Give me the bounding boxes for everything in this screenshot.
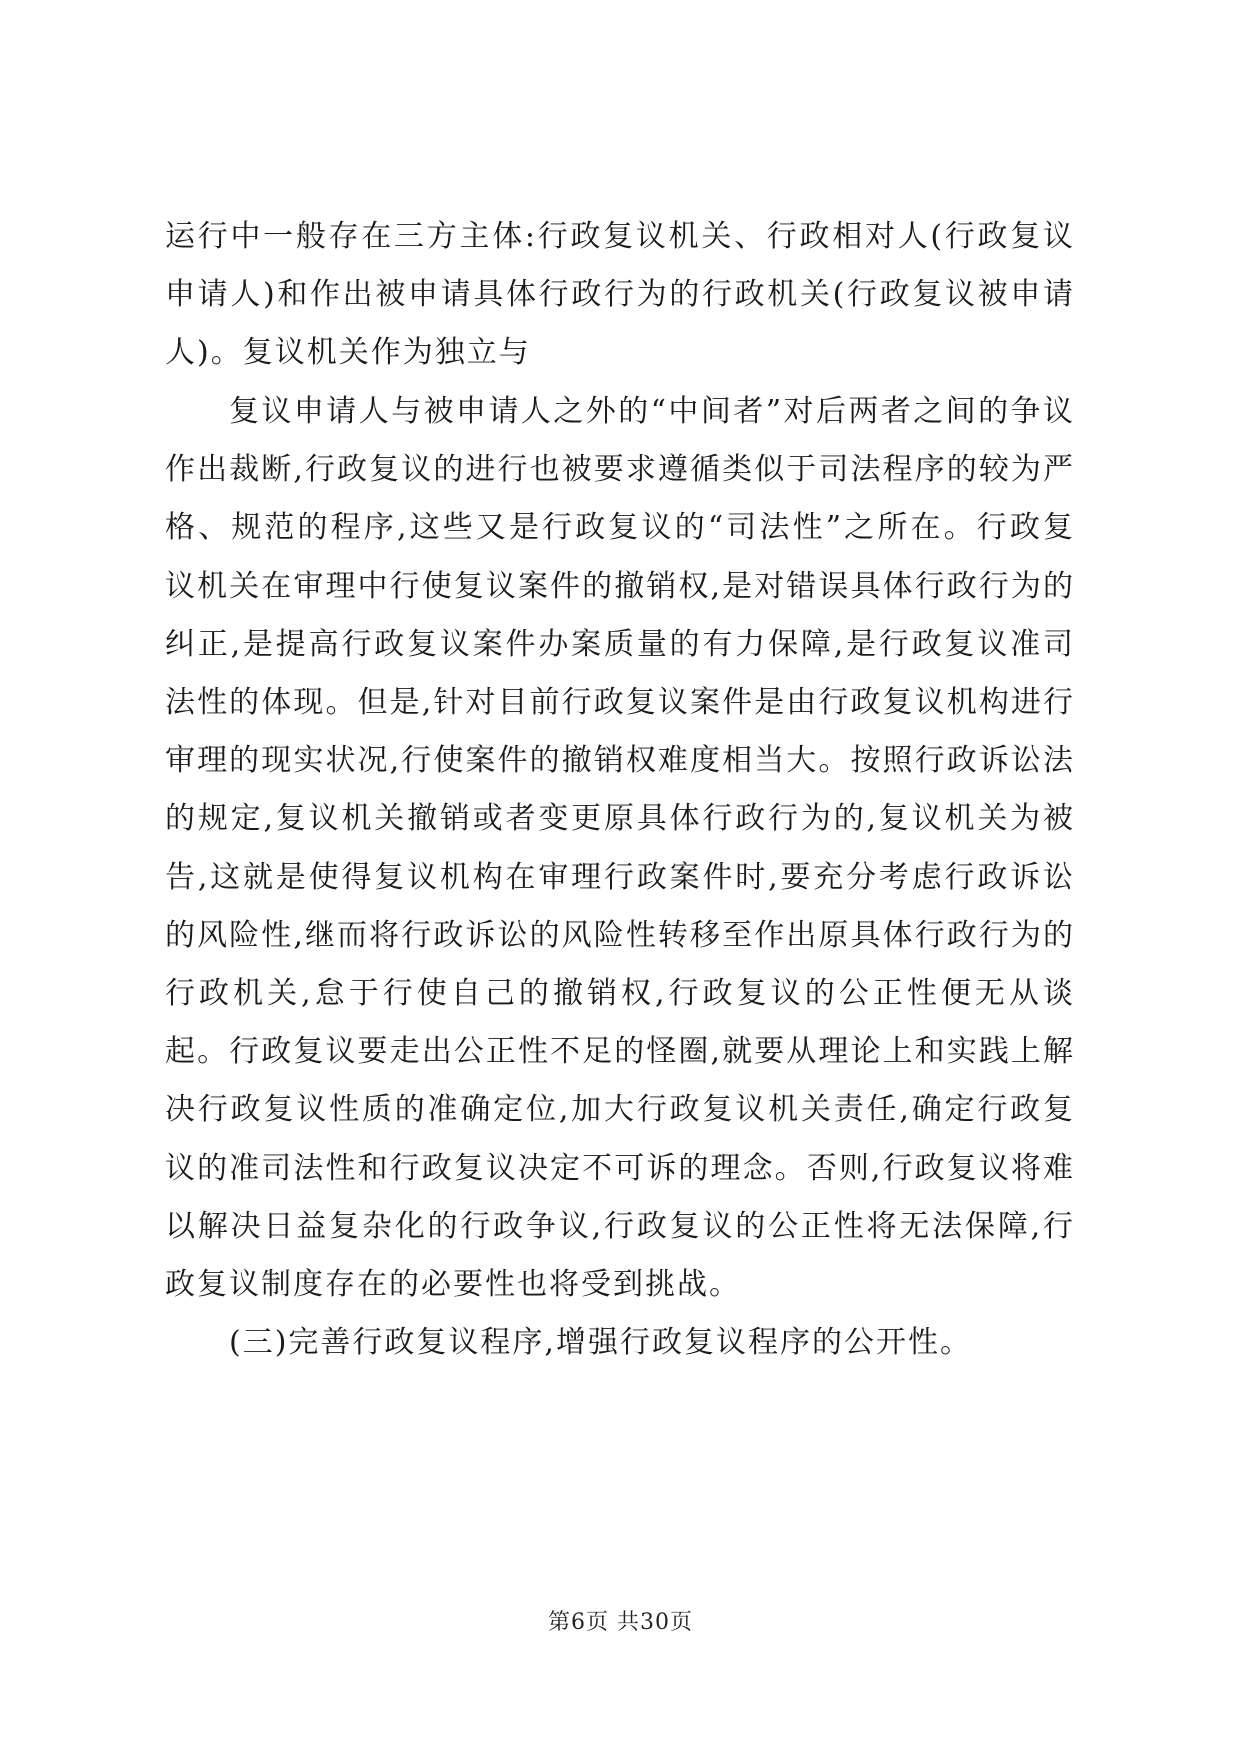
paragraph-1: 运行中一般存在三方主体:行政复议机关、行政相对人(行政复议申请人)和作出被申请具体行政行为的行政机关(行政复议被申请人)。复议机关作为独立与 <box>165 219 1075 371</box>
paragraph-2: 复议申请人与被申请人之外的“中间者”对后两者之间的争议作出裁断,行政复议的进行也被要求遵循类似于司法程序的较为严格、规范的程序,这些又是行政复议的“司法性”之所在。行政复议机关在审理中行使复议案件的撤销权,是对错误具体行政行为的纠正,是提高行政复议案件办案质量的有力保障,是行政复议准司法性的体现。但是,针对目前行政复议案件是由行政复议机构进行审理的现实状况,行使案件的撤销权难度相当大。按照行政诉讼法的规定,复议机关撤销或者变更原具体行政行为的,复议机关为被告,这就是使得复议机构在审理行政案件时,要充分考虑行政诉讼的风险性,继而将行政诉讼的风险性转移至作出原具体行政行为的行政机关,怠于行使自己的撤销权,行政复议的公正性便无从谈起。行政复议要走出公正性不足的怪圈,就要从理论上和实践上解决行政复议性质的准确定位,加大行政复议机关责任,确定行政复议的准司法性和行政复议决定不可诉的理念。否则,行政复议将难以解决日益复杂化的行政争议,行政复议的公正性将无法保障,行政复议制度存在的必要性也将受到挑战。 <box>165 394 1075 1303</box>
document-body <box>165 208 1075 1372</box>
section-heading: (三)完善行政复议程序,增强行政复议程序的公开性。 <box>229 1325 972 1361</box>
page-number: 第6页 共30页 <box>548 1610 693 1635</box>
